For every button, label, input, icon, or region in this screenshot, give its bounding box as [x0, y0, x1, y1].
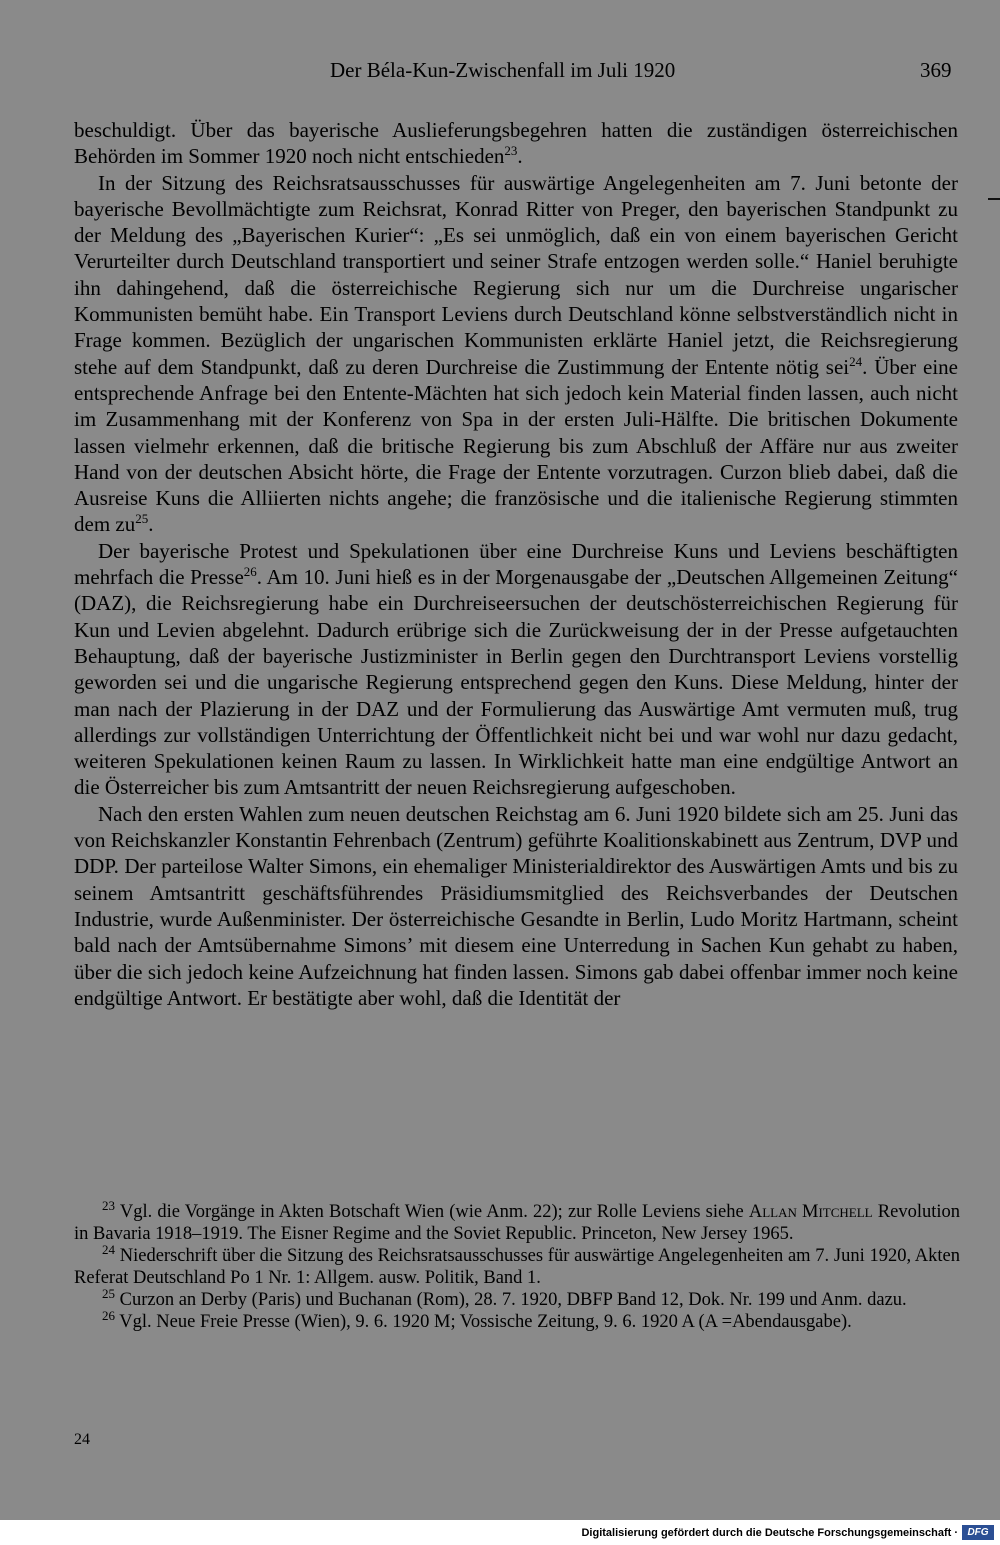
footnote-24-text: Niederschrift über die Sitzung des Reichsratsausschusses für auswärtige Angelegenheiten am 7. Juni 1920, Akten Referat Deutschland Po 1 Nr. 1: Allgem. ausw. Politik, Band 1.: [74, 1246, 961, 1288]
paragraph-3: [74, 538, 958, 801]
footnote-25: [74, 1285, 960, 1311]
footnote-23: [74, 1197, 960, 1245]
footnote-ref-26: 26: [243, 564, 257, 580]
footnote-ref-25: 25: [135, 511, 149, 527]
footnote-26: [74, 1307, 960, 1333]
digitization-footer: [0, 1522, 1000, 1545]
page-number: 369: [920, 58, 952, 82]
paragraph-2-text-b: . Über eine entsprechende Anfrage bei den Entente-Mächten hat sich jedoch kein Material finden lassen, auch nicht im Zusammenhang mit der Konferenz von Spa in der ersten Juli-Hälfte. Die britischen Dokumente lassen vielmehr erkennen, daß die britische Regierung bis zum Abschluß der Affäre nur aus zweiter Hand von der deutschen Absicht hörte, die Frage der Entente vorzutragen. Curzon blieb dabei, daß die Ausreise Kuns die Alliierten nichts angehe; die französische und die italienische Regierung stimmten dem zu: [74, 354, 958, 537]
body-text: [74, 117, 958, 1011]
footnote-26-text: Vgl. Neue Freie Presse (Wien), 9. 6. 1920 M; Vossische Zeitung, 9. 6. 1920 A (A =Abendausgabe).: [119, 1312, 852, 1332]
footnote-number-23: 23: [102, 1197, 115, 1213]
dfg-logo-icon: DFG: [962, 1525, 994, 1540]
footnote-24: [74, 1241, 961, 1289]
footnote-25-text: Curzon an Derby (Paris) und Buchanan (Rom), 28. 7. 1920, DBFP Band 12, Dok. Nr. 199 und Anm. dazu.: [119, 1290, 907, 1310]
footnotes: [74, 1197, 961, 1333]
footnote-number-25: 25: [102, 1285, 115, 1301]
paragraph-1-end: .: [517, 144, 523, 169]
paragraph-3-text-a: Der bayerische Protest und Spekulationen über eine Durchreise Kuns und Leviens beschäftigten mehrfach die Presse: [74, 538, 958, 590]
footnote-number-24: 24: [102, 1241, 115, 1257]
paragraph-2: [74, 170, 958, 538]
paragraph-2-end: .: [148, 512, 154, 537]
paragraph-4: Nach den ersten Wahlen zum neuen deutschen Reichstag am 6. Juni 1920 bildete sich am 25. Juni das von Reichskanzler Konstantin Fehrenbach (Zentrum) geführte Koalitionskabinett aus Zentrum, DVP und DDP. Der parteilose Walter Simons, ein ehemaliger Ministerialdirektor des Auswärtigen Amts und bis zu seinem Amtsantritt geschäftsführendes Präsidiumsmitglied des Reichsverbandes der Deutschen Industrie, wurde Außenminister. Der österreichische Gesandte in Berlin, Ludo Moritz Hartmann, scheint bald nach der Amtsübernahme Simons’ mit diesem eine Unterredung in Sachen Kun gehabt zu haben, über die sich jedoch keine Aufzeichnung hat finden lassen. Simons gab dabei offenbar immer noch keine endgültige Antwort. Er bestätigte aber wohl, daß die Identität der: [74, 801, 958, 1010]
footnote-ref-24: 24: [849, 353, 863, 369]
margin-mark: [988, 198, 1000, 200]
signature-mark: 24: [74, 1431, 90, 1448]
footnote-23-author: Allan Mitchell: [748, 1202, 873, 1222]
footnote-23-text-b: Revolution in Bavaria 1918–1919. The Eisner Regime and the Soviet Republic. Princeton, New Jersey 1965.: [74, 1202, 960, 1244]
footer-credit: Digitalisierung gefördert durch die Deutsche Forschungsgemeinschaft ·: [581, 1527, 958, 1539]
paragraph-1-text: beschuldigt. Über das bayerische Auslieferungsbegehren hatten die zuständigen österreichischen Behörden im Sommer 1920 noch nicht entschieden: [74, 118, 958, 169]
running-head: [0, 52, 1000, 88]
footnote-number-26: 26: [102, 1307, 115, 1323]
running-title: Der Béla-Kun-Zwischenfall im Juli 1920: [330, 58, 676, 82]
footnote-ref-23: 23: [504, 143, 518, 159]
paragraph-1: [74, 117, 958, 170]
paragraph-2-text-a: In der Sitzung des Reichsratsausschusses für auswärtige Angelegenheiten am 7. Juni betonte der bayerische Bevollmächtigte zum Reichsrat, Konrad Ritter von Preger, den bayerischen Standpunkt zu der Meldung des „Bayerischen Kurier“: „Es sei unmöglich, daß ein von einem bayerischen Gericht Verurteilter durch Deutschland transportiert und seiner Strafe entzogen werden solle.“ Haniel beruhigte ihn dahingehend, daß die österreichische Regierung sich nur um die Durchreise ungarischer Kommunisten bemüht habe. Ein Transport Leviens durch Deutschland könne selbstverständlich nicht in Frage kommen. Bezüglich der ungarischen Kommunisten erklärte Haniel jetzt, die Reichsregierung stehe auf dem Standpunkt, daß zu deren Durchreise die Zustimmung der Entente nötig sei: [74, 170, 958, 379]
paragraph-3-text-b: . Am 10. Juni hieß es in der Morgenausgabe der „Deutschen Allgemeinen Zeitung“ (DAZ), die Reichsregierung habe ein Durchreiseersuchen der deutschösterreichischen Regierung für Kun und Levien abgelehnt. Dadurch erübrige sich die Zurückweisung der in der Presse aufgetauchten Behauptung, daß der bayerische Justizminister in Berlin gegen den Durchtransport Leviens vorstellig geworden sei und die ungarische Regierung entsprechend gegen den Kuns. Diese Meldung, hinter der man nach der Plazierung in der DAZ und der Formulierung das Auswärtige Amt vermuten muß, trug allerdings zur vollständigen Unterrichtung der Öffentlichkeit nicht bei und war wohl nur dazu gedacht, weiteren Spekulationen keinen Raum zu lassen. In Wirklichkeit hatte man eine endgültige Antwort an die Österreicher bis zum Amtsantritt der neuen Reichsregierung aufgeschoben.: [74, 565, 958, 800]
footnote-23-text-a: Vgl. die Vorgänge in Akten Botschaft Wien (wie Anm. 22); zur Rolle Leviens siehe: [119, 1202, 749, 1222]
